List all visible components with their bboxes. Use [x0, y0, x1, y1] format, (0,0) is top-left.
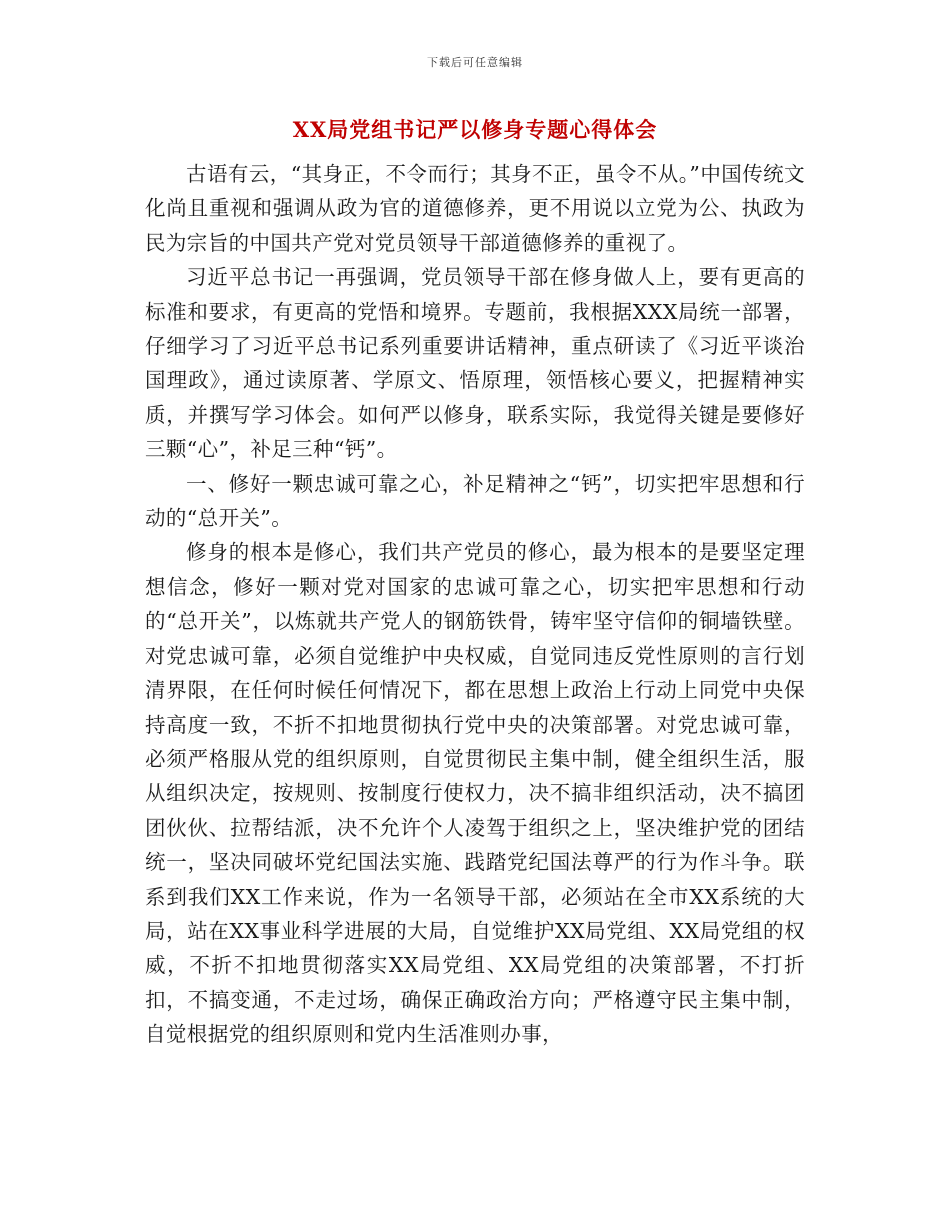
document-body — [145, 157, 805, 1052]
header-note: 下载后可任意编辑 — [427, 56, 523, 69]
document-title: XX局党组书记严以修身专题心得体会 — [292, 117, 658, 142]
paragraph: 古语有云，“其身正，不令而行；其身不正，虽令不从。”中国传统文化尚且重视和强调从政为官的道德修养，更不用说以立党为公、执政为民为宗旨的中国共产党对党员领导干部道德修养的重视了。 — [145, 162, 805, 255]
paragraph: 习近平总书记一再强调，党员领导干部在修身做人上，要有更高的标准和要求，有更高的党悟和境界。专题前，我根据XXX局统一部署，仔细学习了习近平总书记系列重要讲话精神，重点研读了《习近平谈治国理政》，通过读原著、学原文、悟原理，领悟核心要义，把握精神实质，并撰写学习体会。如何严以修身，联系实际，我觉得关键是要修好三颗“心”，补足三种“钙”。 — [145, 265, 805, 462]
paragraph: 修身的根本是修心，我们共产党员的修心，最为根本的是要坚定理想信念，修好一颗对党对国家的忠诚可靠之心，切实把牢思想和行动的“总开关”，以炼就共产党人的钢筋铁骨，铸牢坚守信仰的铜墙铁壁。对党忠诚可靠，必须自觉维护中央权威，自觉同违反党性原则的言行划清界限，在任何时候任何情况下，都在思想上政治上行动上同党中央保持高度一致，不折不扣地贯彻执行党中央的决策部署。对党忠诚可靠，必须严格服从党的组织原则，自觉贯彻民主集中制，健全组织生活，服从组织决定，按规则、按制度行使权力，决不搞非组织活动，决不搞团团伙伙、拉帮结派，决不允许个人凌驾于组织之上，坚决维护党的团结统一，坚决同破坏党纪国法实施、践踏党纪国法尊严的行为作斗争。联系到我们XX工作来说，作为一名领导干部，必须站在全市XX系统的大局，站在XX事业科学进展的大局，自觉维护XX局党组、XX局党组的权威，不折不扣地贯彻落实XX局党组、XX局党组的决策部署，不打折扣，不搞变通，不走过场，确保正确政治方向；严格遵守民主集中制，自觉根据党的组织原则和党内生活准则办事， — [145, 540, 805, 1047]
section-heading-paragraph: 一、修好一颗忠诚可靠之心，补足精神之“钙”，切实把牢思想和行动的“总开关”。 — [145, 471, 805, 531]
